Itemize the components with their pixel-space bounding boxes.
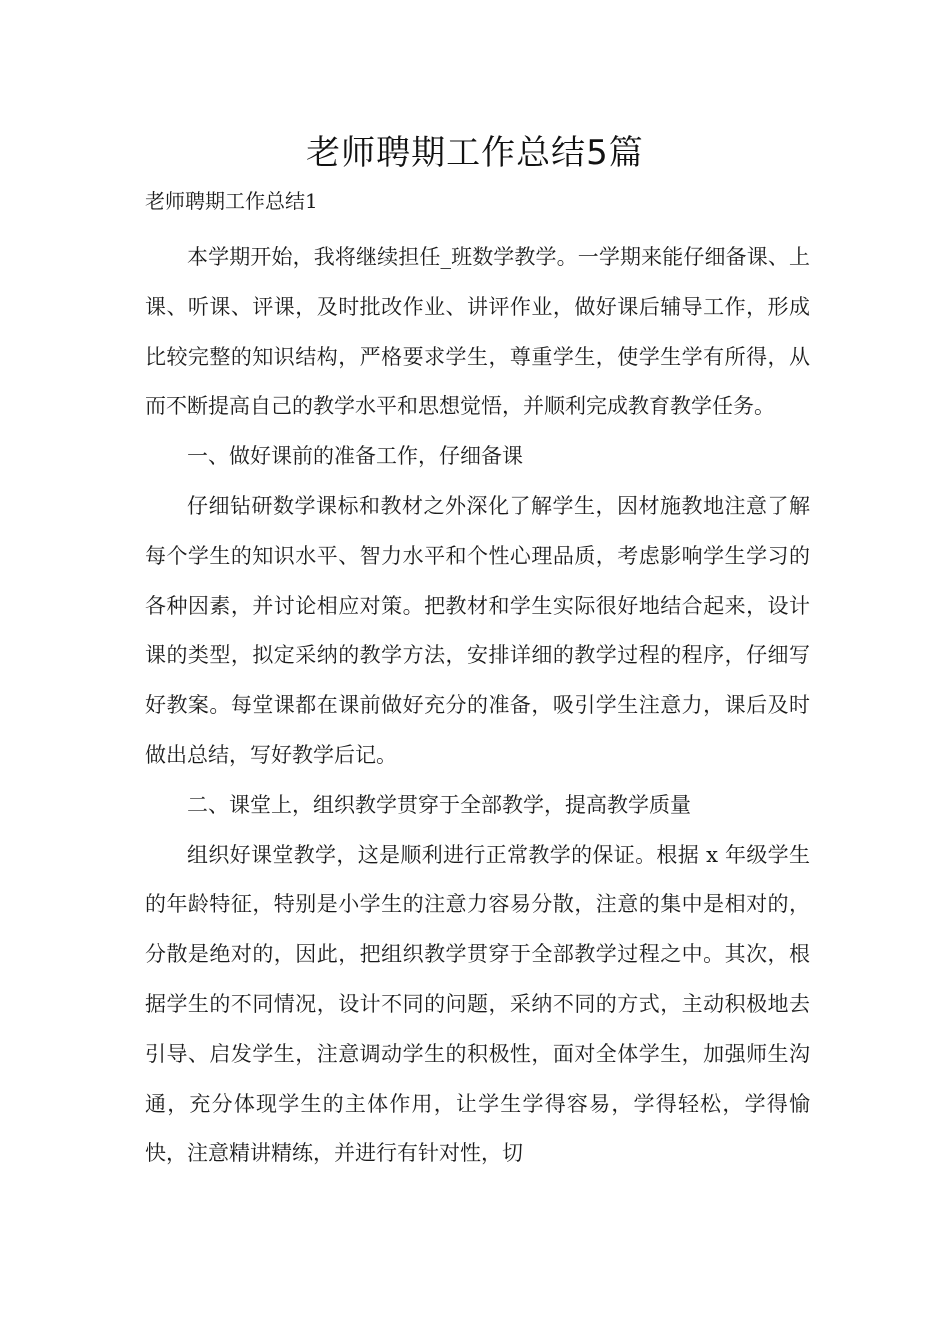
- paragraph-part-one: 仔细钻研数学课标和教材之外深化了解学生，因材施教地注意了解每个学生的知识水平、智力水平和个性心理品质，考虑影响学生学习的各种因素，并讨论相应对策。把教材和学生实际很好地结合起来，设计课的类型，拟定采纳的教学方法，安排详细的教学过程的程序，仔细写好教案。每堂课都在课前做好充分的准备，吸引学生注意力，课后及时做出总结，写好教学后记。: [145, 493, 810, 767]
- document-title: 老师聘期工作总结5篇: [306, 133, 644, 173]
- document-body: [145, 233, 810, 1179]
- heading-part-two: 二、课堂上，组织教学贯穿于全部教学，提高教学质量: [187, 792, 691, 817]
- heading-part-one: 一、做好课前的准备工作，仔细备课: [187, 444, 523, 469]
- paragraph-part-two: 组织好课堂教学，这是顺利进行正常教学的保证。根据 x 年级学生的年龄特征，特别是小学生的注意力容易分散，注意的集中是相对的，分散是绝对的，因此，把组织教学贯穿于全部教学过程之中。其次，根据学生的不同情况，设计不同的问题，采纳不同的方式，主动积极地去引导、启发学生，注意调动学生的积极性，面对全体学生，加强师生沟通，充分体现学生的主体作用，让学生学得容易，学得轻松，学得愉快，注意精讲精练，并进行有针对性，切: [145, 842, 810, 1166]
- paragraph-intro: 本学期开始，我将继续担任_班数学教学。一学期来能仔细备课、上课、听课、评课，及时批改作业、讲评作业，做好课后辅导工作，形成比较完整的知识结构，严格要求学生，尊重学生，使学生学有所得，从而不断提高自己的教学水平和思想觉悟，并顺利完成教育教学任务。: [145, 245, 810, 419]
- section-heading: 老师聘期工作总结1: [145, 189, 318, 213]
